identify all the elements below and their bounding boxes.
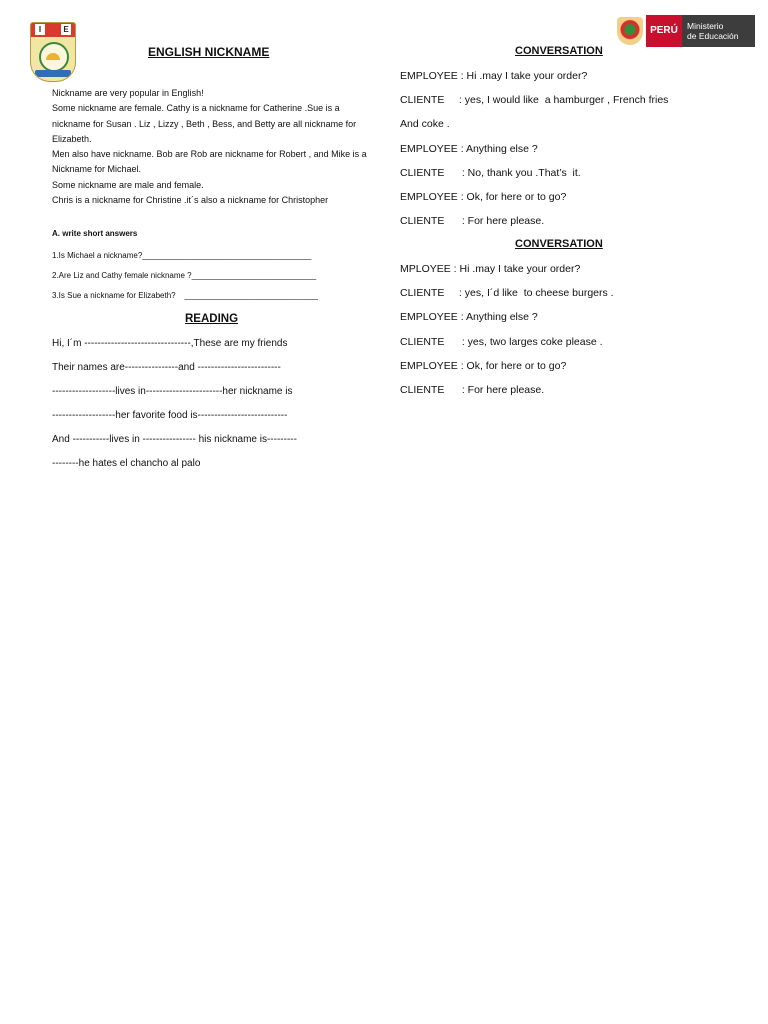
- dialog-line: CLIENTE : No, thank you .That’s it.: [400, 166, 581, 179]
- question-3: 3.Is Sue a nickname for Elizabeth? ______________________________: [52, 291, 318, 300]
- ministry-line-2: de Educación: [687, 31, 739, 41]
- conversation-1: [400, 68, 668, 237]
- reading-line: And -----------lives in ---------------- his nickname is---------: [52, 434, 297, 445]
- dialog-line: EMPLOYEE : Hi .may I take your order?: [400, 70, 588, 82]
- peru-coat-of-arms-icon: [617, 17, 643, 45]
- dialog-line: EMPLOYEE : Anything else ?: [400, 142, 538, 155]
- intro-line: Men also have nickname. Bob are Rob are nickname for Robert , and Mike is a Nickname for Michael.: [52, 149, 367, 175]
- conversation-1-title: CONVERSATION: [515, 45, 603, 57]
- crest-base: [35, 70, 71, 77]
- reading-title: READING: [185, 313, 239, 325]
- peru-label: PERÚ: [646, 15, 682, 47]
- dialog-line: EMPLOYEE : Anything else ?: [400, 311, 538, 324]
- reading-line: -------------------lives in-----------------------her nickname is: [52, 386, 293, 397]
- question-1: 1.Is Michael a nickname?______________________________________: [52, 251, 312, 260]
- dialog-line: EMPLOYEE : Ok, for here or to go?: [400, 359, 567, 372]
- dialog-line: And coke .: [400, 118, 450, 131]
- crest-sun: [46, 53, 60, 60]
- dialog-line: CLIENTE : For here please.: [400, 383, 545, 396]
- dialog-line: CLIENTE : yes, two larges coke please .: [400, 335, 603, 348]
- dialog-line: CLIENTE : For here please.: [400, 215, 545, 228]
- reading-text: [52, 336, 297, 480]
- conversation-2-title: CONVERSATION: [515, 238, 603, 250]
- intro-line: Some nickname are female. Cathy is a nickname for Catherine .Sue is a nickname for Susan . Liz , Lizzy , Beth , Bess, and Betty are all nickname for Elizabeth.: [52, 103, 357, 144]
- crest-letter-i: I: [35, 24, 45, 35]
- crest-letter-e: E: [61, 24, 71, 35]
- reading-line: Hi, I´m --------------------------------,These are my friends: [52, 338, 288, 349]
- intro-line: Some nickname are male and female.: [52, 179, 204, 190]
- reading-line: --------he hates el chancho al palo: [52, 458, 201, 469]
- crest-band: [31, 23, 75, 37]
- questions-heading: A. write short answers: [52, 229, 138, 238]
- page-title: ENGLISH NICKNAME: [148, 45, 270, 59]
- dialog-line: CLIENTE : yes, I´d like to cheese burgers .: [400, 287, 614, 300]
- dialog-line: EMPLOYEE : Ok, for here or to go?: [400, 190, 567, 203]
- ministry-line-1: Ministerio: [687, 21, 724, 31]
- ministry-label: [682, 15, 755, 47]
- school-crest-logo: [30, 22, 76, 82]
- dialog-line: MPLOYEE : Hi .may I take your order?: [400, 263, 581, 275]
- intro-line: Nickname are very popular in English!: [52, 88, 204, 98]
- dialog-line: CLIENTE : yes, I would like a hamburger , French fries: [400, 94, 669, 107]
- reading-line: Their names are----------------and -------------------------: [52, 362, 281, 373]
- intro-line: Chris is a nickname for Christine .it´s also a nickname for Christopher: [52, 195, 329, 206]
- intro-text: [52, 86, 374, 208]
- question-2: 2.Are Liz and Cathy female nickname ?____________________________: [52, 271, 317, 280]
- conversation-2: [400, 261, 614, 406]
- reading-line: -------------------her favorite food is---------------------------: [52, 410, 288, 421]
